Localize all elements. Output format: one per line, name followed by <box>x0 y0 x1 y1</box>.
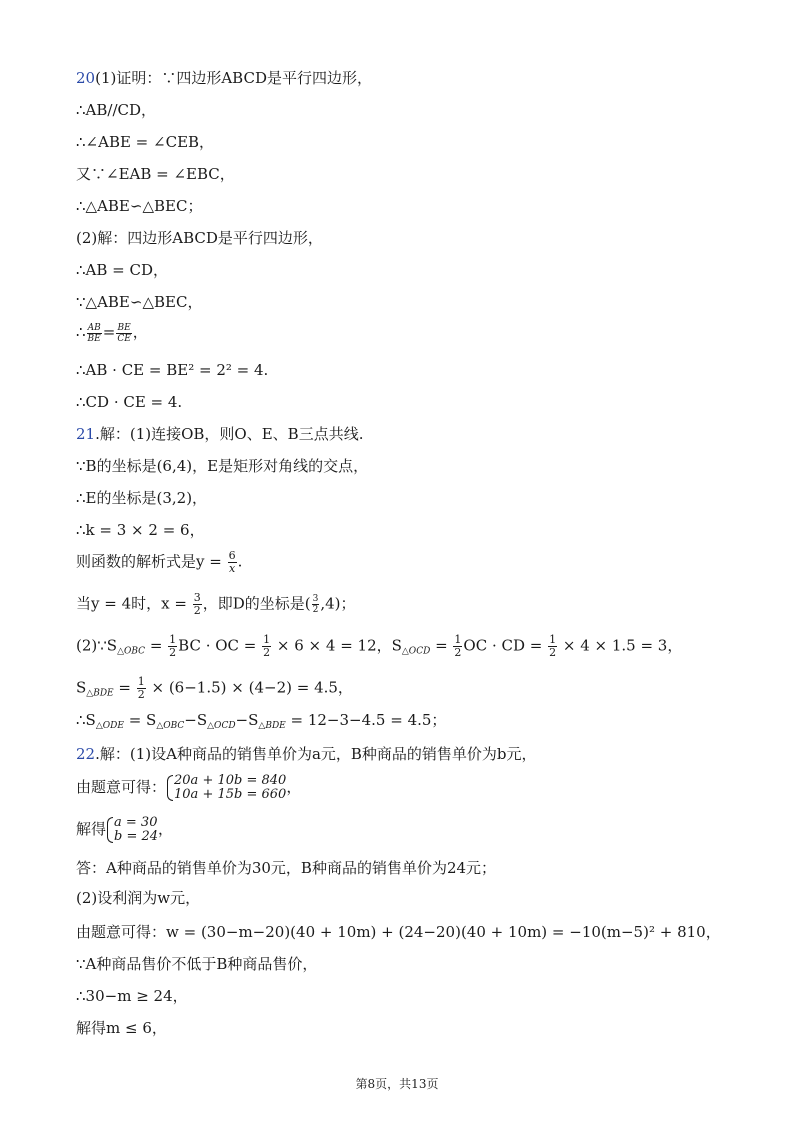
q22-line-5: (2)设利润为w元， <box>76 889 201 907</box>
q20-line-2: ∴AB//CD， <box>76 101 157 119</box>
q21-line-2: ∵B的坐标是(6,4)，E是矩形对角线的交点， <box>76 457 369 475</box>
q21-line-3: ∴E的坐标是(3,2)， <box>76 489 208 507</box>
q22-line-7: ∵A种商品售价不低于B种商品售价， <box>76 955 318 973</box>
q22-line-3: 解得 a = 30 b = 24 ， <box>76 815 174 844</box>
fraction: $\frac{3}{2}$ <box>193 591 201 617</box>
q20-line-5: ∴△ABE∽△BEC； <box>76 197 203 215</box>
q20-line-8: ∵△ABE∽△BEC， <box>76 293 203 311</box>
q21-line-5: 则函数的解析式是y = $\frac{6}{x}$ . <box>76 549 243 575</box>
fraction: $\frac{BE}{CE}$ <box>117 322 131 344</box>
page-footer: 第8页，共13页 <box>355 1077 439 1091</box>
q21-line-6: 当y = 4时，x = $\frac{3}{2}$ ，即D的坐标是( $\frac{3}{2}$ ,4)； <box>76 591 356 617</box>
q20-line-11: ∴CD · CE = 4. <box>76 393 183 411</box>
fraction: $\frac{1}{2}$ <box>454 633 462 659</box>
fraction: $\frac{1}{2}$ <box>137 675 145 701</box>
q21-line-1: 21.解：(1)连接OB，则O、E、B三点共线. <box>76 425 364 443</box>
q20-line-9: ∴ $\frac{AB}{BE}$ = $\frac{BE}{CE}$ ， <box>76 322 148 344</box>
q22-number: 22 <box>76 745 96 763</box>
q21-line-9: $\therefore S_{\triangle ODE} = S_{\triangle OBC}-S_{\triangle OCD}-S_{\triangle BDE} = 12-3-4.5 = 4.5$； <box>76 711 447 731</box>
q20-line-3: ∴∠ABE = ∠CEB， <box>76 133 215 151</box>
q22-line-6: 由题意可得：w = (30−m−20)(40 + 10m) + (24−20)(40 + 10m) = −10(m−5)² + 810， <box>76 923 721 941</box>
q20-line-1: 20(1)证明：∵四边形ABCD是平行四边形， <box>76 69 372 87</box>
fraction: $\frac{6}{x}$ <box>228 549 236 575</box>
q20-line-4: 又∵∠EAB = ∠EBC， <box>76 165 235 183</box>
q22-line-2: 由题意可得： 20a + 10b = 840 10a + 15b = 660 ， <box>76 773 302 802</box>
q20-line-6: (2)解：四边形ABCD是平行四边形， <box>76 229 323 247</box>
fraction: $\frac{AB}{BE}$ <box>87 322 101 344</box>
q20-number: 20 <box>76 69 96 87</box>
q21-line-8: $S_{\triangle BDE}$ = $\frac{1}{2}$ × (6−1.5) × (4−2) = 4.5， <box>76 675 353 701</box>
q21-number: 21 <box>76 425 96 443</box>
fraction: $\frac{3}{2}$ <box>312 594 319 615</box>
fraction: $\frac{1}{2}$ <box>169 633 177 659</box>
fraction: $\frac{1}{2}$ <box>263 633 271 659</box>
q21-line-7: $(2)\because S_{\triangle OBC}$ = $\frac{1}{2}$ BC · OC = $\frac{1}{2}$ × 6 × 4 = 12，$S_{\triangle OCD}$ = $\frac{1}{2}$ OC · CD = $\frac{1}{2}$ × 4 × 1.5 = 3， <box>76 633 683 659</box>
q22-line-9: 解得m ≤ 6， <box>76 1019 167 1037</box>
q22-line-8: ∴30−m ≥ 24， <box>76 987 188 1005</box>
equation-system: 20a + 10b = 840 10a + 15b = 660 <box>166 774 286 802</box>
q21-line-4: ∴k = 3 × 2 = 6， <box>76 521 205 539</box>
equation-system: a = 30 b = 24 <box>106 816 158 844</box>
q22-line-4: 答：A种商品的销售单价为30元，B种商品的销售单价为24元； <box>76 859 497 877</box>
q20-line-7: ∴AB = CD， <box>76 261 169 279</box>
q20-line-10: ∴AB · CE = BE² = 2² = 4. <box>76 361 269 379</box>
q22-line-1: 22.解：(1)设A种商品的销售单价为a元，B种商品的销售单价为b元， <box>76 745 537 763</box>
fraction: $\frac{1}{2}$ <box>549 633 557 659</box>
